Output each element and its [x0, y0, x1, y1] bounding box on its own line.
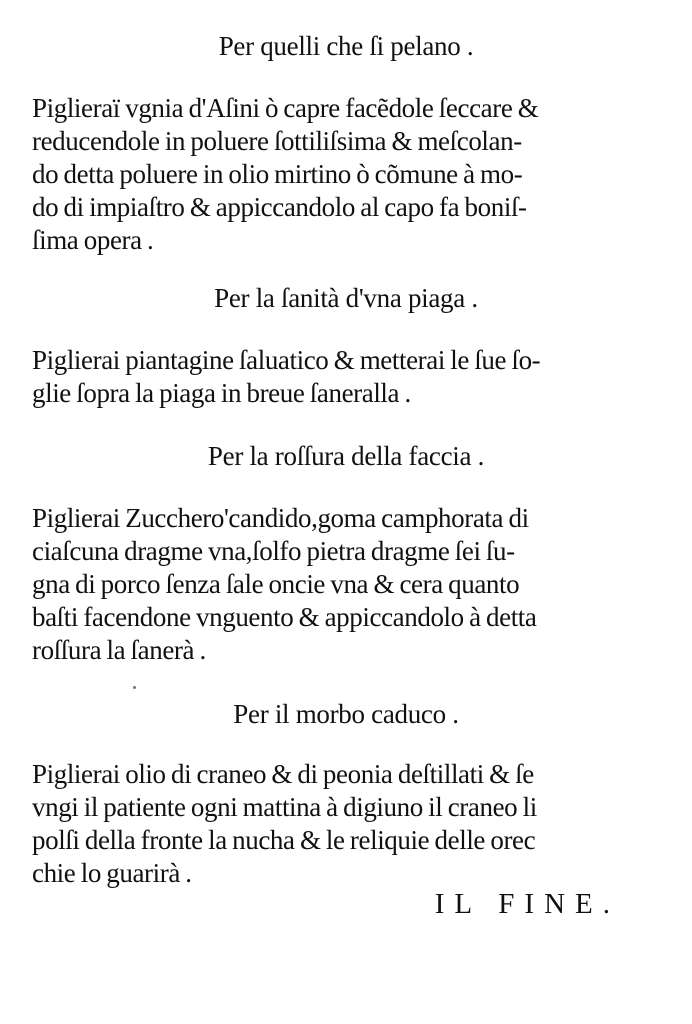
text-line: baſti facendone vnguento & appiccandolo à detta	[32, 602, 537, 632]
text-line: polſi della fronte la nucha & le reliquie delle orec	[32, 825, 536, 855]
section-heading-wound: Per la ſanità d'vna piaga .	[214, 283, 478, 313]
section-heading-face-redness: Per la roſſura della faccia .	[207, 441, 485, 471]
ink-speck	[133, 686, 136, 689]
text-line: Piglierai piantagine ſaluatico & metterai le ſue ſo-	[32, 345, 541, 375]
text-line: do detta poluere in olio mirtino ò cõmune à mo-	[32, 159, 523, 189]
finis-colophon: IL FINE.	[434, 888, 620, 920]
text-line: glie ſopra la piaga in breue ſaneralla .	[32, 378, 411, 408]
section-body-hair-loss	[32, 92, 662, 257]
section-heading-hair-loss: Per quelli che ſi pelano .	[218, 31, 474, 61]
section-body-face-redness	[32, 502, 662, 667]
text-line: do di impiaſtro & appiccandolo al capo fa boniſ-	[32, 192, 527, 222]
text-line: ſima opera .	[32, 225, 154, 255]
text-line: roſſura la ſanerà .	[32, 635, 206, 665]
text-line: ciaſcuna dragme vna,ſolfo pietra dragme ſei ſu-	[32, 536, 515, 566]
text-line: gna di porco ſenza ſale oncie vna & cera quanto	[32, 569, 520, 599]
section-body-epilepsy	[32, 758, 662, 890]
text-line: Piglieraï vgnia d'Aſini ò capre facẽdole ſeccare &	[32, 93, 539, 123]
section-heading-epilepsy: Per il morbo caduco .	[233, 699, 459, 729]
text-line: Piglierai Zucchero'candido,goma camphorata di	[32, 503, 529, 533]
text-line: reducendole in poluere ſottiliſsima & meſcolan-	[32, 126, 522, 156]
text-line: Piglierai olio di craneo & di peonia deſtillati & ſe	[32, 759, 534, 789]
section-body-wound	[32, 344, 662, 410]
text-line: vngi il patiente ogni mattina à digiuno il craneo li	[32, 792, 537, 822]
text-line: chie lo guarirà .	[32, 858, 192, 888]
